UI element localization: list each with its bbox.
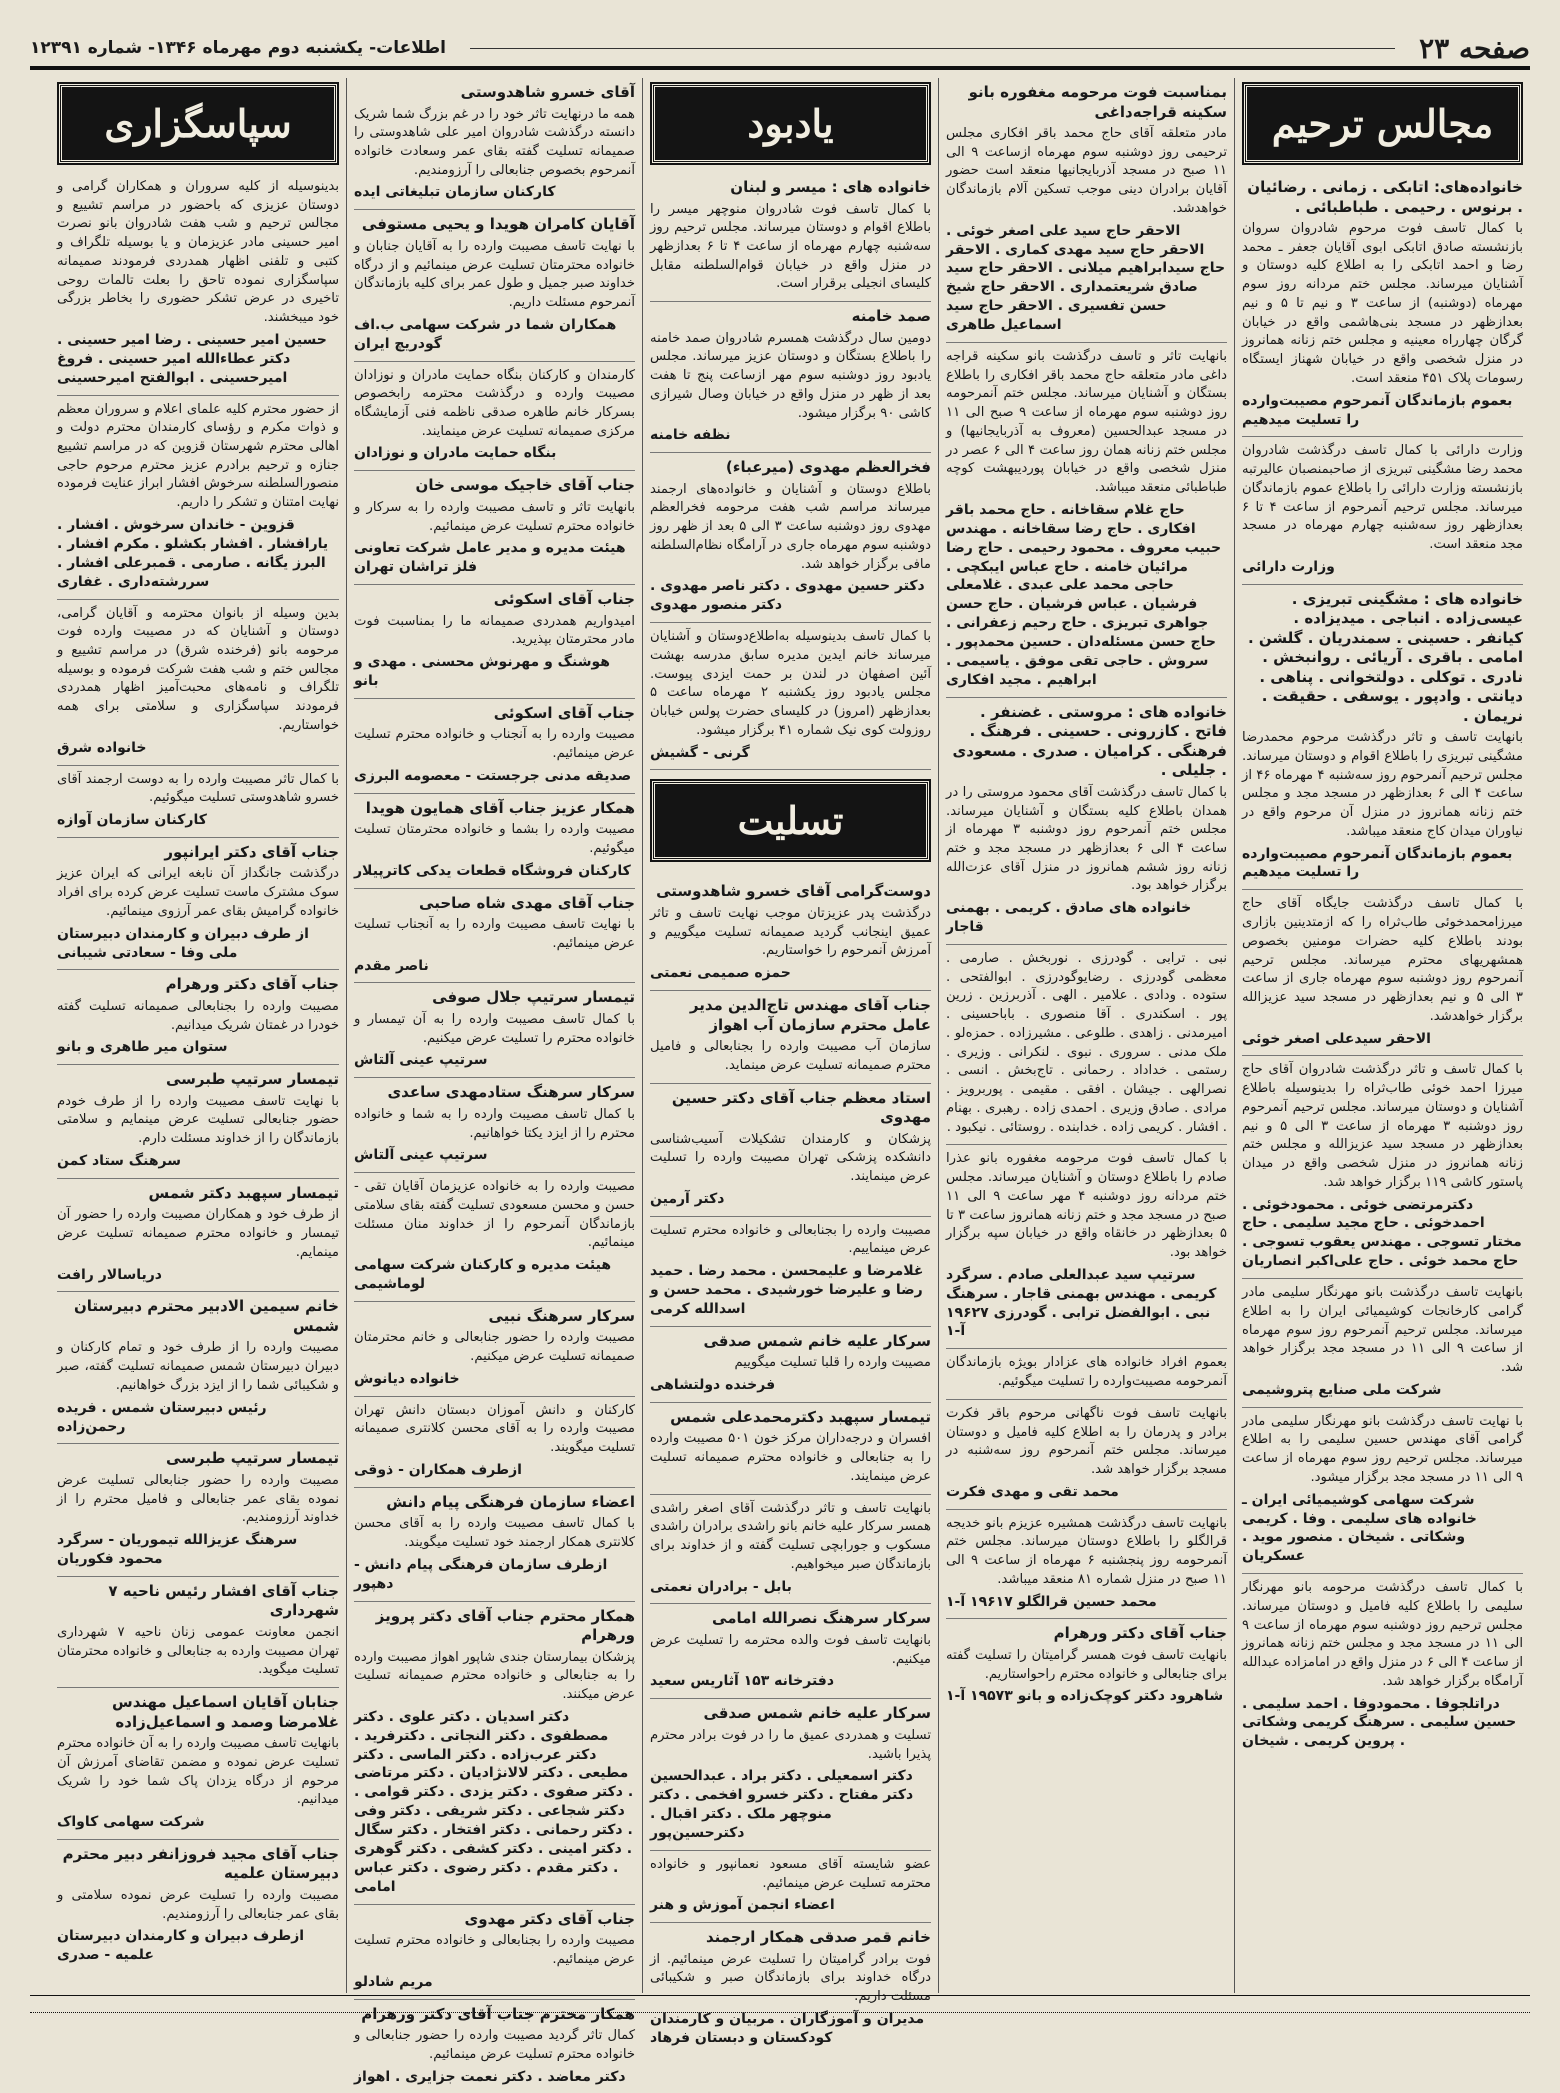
notice-body: مصیبت وارده را از طرف خود و تمام کارکنان و دبیران دبیرستان شمس صمیمانه تسلیت گفته، صبر و شکیبائی شما را از ایزد بزرگ خواهانیم. bbox=[57, 1340, 339, 1393]
notice-heading: سرکار سرهنگ ستادمهدی ساعدی bbox=[387, 1083, 635, 1102]
notice-body: مادر متعلقه آقای حاج محمد باقر افکاری مجلس ترحیمی روز دوشنبه سوم مهرماه ازساعت ۹ الی ۱۱ صبح در مسجد آذربایجانیها منعقد است حضور آقایان برادران دینی موجب تسکین آلام بازماندگان خواهدشد. bbox=[946, 126, 1227, 216]
notice bbox=[946, 698, 1227, 945]
notice-heading: خانم قمر صدقی همکار ارجمند bbox=[706, 1928, 931, 1947]
notice-signature: ازطرف همکاران - ذوقی bbox=[354, 1461, 522, 1478]
notice-body: از طرف خود و همکاران مصیبت وارده را حضور آن تیمسار و خانواده محترم صمیمانه تسلیت عرض مینمایم. bbox=[57, 1207, 339, 1260]
notice-body: با کمال تاسف درگذشت آقای محمود مروستی را در همدان باطلاع کلیه بستگان و آشنایان میرساند. مجلس ختم آنمرحوم روز دوشنبه ۳ مهرماه از ساعت ۴ الی ۶ بعدازظهر در مسجد مجد و ختم زنانه روز ششم همانروز در منزل آقای عزت‌الله برگزار خواهد بود. bbox=[946, 784, 1227, 894]
notice bbox=[946, 343, 1227, 698]
notice-heading: جناب آقای مهندس تاج‌الدین مدیر عامل محترم سازمان آب اهواز bbox=[689, 996, 931, 1034]
section-title: سپاسگزاری bbox=[59, 84, 337, 163]
notice-body: مصیبت وارده را بشما و خانواده محترمتان تسلیت میگوئیم. bbox=[354, 822, 635, 856]
notice-signature: سرتیپ عینی آلتاش bbox=[354, 1147, 488, 1164]
notice bbox=[1242, 437, 1523, 584]
notice-body: مصیبت وارده را حضور جنابعالی و خانم محترمتان صمیمانه تسلیت عرض میکنیم. bbox=[354, 1330, 635, 1365]
notice bbox=[650, 991, 931, 1083]
notice-body: بعموم افراد خانواده های عزادار بویژه بازماندگان آنمرحومه مصیبت‌وارده را تسلیت میگوئیم. bbox=[946, 1355, 1227, 1390]
notice-body: بدینوسیله از کلیه سروران و همکاران گرامی و دوستان عزیزی که باحضور در مراسم تشییع و مجالس ترحیم و شب هفت شادروان بانو نصرت امیر حسینی مادر عزیزمان و یا بوسیله تلگراف و کتبی و تلفنی اظهار همدردی فرمودند صمیمانه سپاسگزاری نموده تاحق را بعلت تالمات روحی تاخیری در عرض تشکر حضوری را بخاطر بزرگی خود میبخشند. bbox=[57, 179, 339, 326]
notice bbox=[354, 1173, 635, 1302]
notice bbox=[650, 770, 931, 877]
notice-heading: سرکار علیه خانم شمس صدقی bbox=[703, 1331, 931, 1350]
notice-body: مصیبت وارده را بجنابعالی و خانواده محترم تسلیت عرض مینماییم. bbox=[650, 1222, 931, 1257]
notice-signature: سرهنگ ستاد کمن bbox=[57, 1152, 182, 1169]
notice-body: کارمندان و کارکنان بنگاه حمایت مادران و نوزادان مصیبت وارده و درگذشت محترمه رابخصوص بسرکار خانم طاهره صدقی ناظمه فنی آزمایشگاه مرکزی صمیمانه تسلیت عرض مینمایند. bbox=[354, 367, 635, 439]
notice-body: بانهایت تاسف مصیبت وارده را به آن خانواده محترم تسلیت عرض نموده و مضمن تقاضای آمرزش آن مرحوم از درگاه یزدان پاک شما خود را شریک میدانیم. bbox=[57, 1736, 339, 1808]
notice bbox=[650, 877, 931, 991]
notice bbox=[354, 210, 635, 361]
notice-body: کمال تاثر گردید مصیبت وارده را حضور جنابعالی و خانواده محترم تسلیت عرض مینمائیم. bbox=[354, 2028, 635, 2062]
notice-body: با کمال تاسف مصیبت وارده را به شما و خانواده محترم را از ایزد یکتا خواهانیم. bbox=[354, 1106, 635, 1141]
notice-signature: ناصر مقدم bbox=[354, 957, 429, 974]
notice bbox=[57, 766, 339, 838]
notice bbox=[1242, 890, 1523, 1056]
notice-body: امیدواریم همدردی صمیمانه ما را بمناسبت فوت مادر محترمتان بپذیرید. bbox=[354, 613, 635, 648]
notice bbox=[1242, 1056, 1523, 1279]
notice-body: افسران و درجه‌داران مرکز خون ۵۰۱ مصیبت وارده را به جنابعالی و خانواده محترم صمیمانه تسلیت عرض مینمایند. bbox=[650, 1431, 931, 1484]
notice-body: مصیبت وارده را به آنجناب و خانواده محترم تسلیت عرض مینمائیم. bbox=[354, 727, 635, 762]
notice-body: بانهایت تاسف درگذشت بانو مهرنگار سلیمی مادر گرامی کارخانجات کوشیمیائی ایران را به اطلاع میرساند. مجلس ترحیم آنمرحوم روز سوم مهرماه از ساعت ۹ الی ۱۱ در مسجد مجد برگزار خواهد شد. bbox=[1242, 1285, 1523, 1376]
notice-heading: جناب آقای اسکوئی bbox=[493, 703, 635, 722]
notice-heading: تیمسار سپهبد دکترمحمدعلی شمس bbox=[670, 1407, 931, 1426]
notice bbox=[57, 1179, 339, 1293]
notice-signature: دکتر حسین مهدوی . دکتر ناصر مهدوی . دکتر منصور مهدوی bbox=[650, 578, 925, 614]
notice-signature: همکاران شما در شرکت سهامی ب.اف گودریچ ایران bbox=[354, 316, 617, 352]
notice bbox=[650, 1604, 931, 1699]
notice bbox=[946, 1619, 1227, 1713]
notice-body: مصیبت وارده را قلبا تسلیت میگوییم bbox=[734, 1355, 931, 1371]
notice-body: مصیبت وارده را بجنابعالی و خانواده محترم تسلیت عرض مینمائیم. bbox=[354, 1933, 635, 1967]
notice-heading: اعضاء سازمان فرهنگی پیام دانش bbox=[386, 1492, 635, 1511]
notice-heading: تیمسار سرتیپ طبرسی bbox=[165, 1449, 339, 1468]
notice bbox=[354, 794, 635, 889]
notice-body: بانهایت تاسف و تاثر درگذشت مرحوم محمدرضا مشگینی تبریزی را باطلاع اقوام و دوستان میرساند. مجلس ترحیم آنمرحوم روز سه‌شنبه ۴ مهرماه ۴۶ از ساعت ۴ الی ۶ بعدازظهر در مسجد مجد و مجلس ختم زنانه همانروز در منزل آن مرحوم واقع در نیاوران میدان کاج منعقد میباشد. bbox=[1242, 730, 1524, 839]
notice-signature: شرکت ملی صنایع پتروشیمی bbox=[1242, 1381, 1442, 1398]
notice-body: مصیبت وارده را تسلیت عرض نموده سلامتی و بقای عمر جنابعالی را آرزومندیم. bbox=[57, 1887, 339, 1922]
notice bbox=[57, 1444, 339, 1576]
notice-body: سازمان آب مصیبت وارده را بجنابعالی و فامیل محترم صمیمانه تسلیت عرض مینماید. bbox=[650, 1039, 931, 1073]
notice-signature: خانواده شرق bbox=[57, 739, 147, 756]
notice-body: درگذشت پدر عزیزتان موجب نهایت تاسف و تاثر عمیق اینجانب گردید صمیمانه تسلیت میگوییم و آمرزش آنمرحوم را خواستاریم. bbox=[650, 905, 931, 959]
notice bbox=[354, 1302, 635, 1397]
notice-body: با نهایت تاسف مصیبت وارده را به آنجناب تسلیت عرض مینمائیم. bbox=[354, 917, 635, 951]
header-rule bbox=[470, 48, 1395, 49]
notice-heading: سرکار سرهنگ نبیی bbox=[488, 1306, 635, 1325]
notice-signature: محمد حسین قرالگلو ۱۹۶۱۷ آ-۱ bbox=[946, 1593, 1157, 1610]
notice-body: مصیبت وارده را حضور جنابعالی تسلیت عرض نموده بقای عمر جنابعالی و فامیل محترم را از خداوند آرزومندیم. bbox=[57, 1472, 339, 1526]
notice-body: بانهایت تاسف فوت همسر گرامیتان را تسلیت گفته برای جنابعالی و خانواده محترم راحواستاریم. bbox=[946, 1647, 1227, 1682]
column-1 bbox=[1234, 78, 1530, 1993]
notice bbox=[57, 1577, 339, 1688]
notice bbox=[1242, 1408, 1523, 1575]
notice bbox=[650, 623, 931, 770]
notice-signature: حاج غلام سقاخانه . حاج محمد باقر افکاری . حاج رضا سقاخانه . مهندس حبیب معروف . محمود رحیمی . حاج رضا مرائیان خامنه . حاج عباس ایبکچی . حاجی محمد علی عبدی . غلامعلی فرشیان . عباس فرشیان . حاج حسن جواهری تبریزی . حاج رحیم زعفرانی . حاج حسن مسئله‌دان . حسین محمدپور . سروش . حاجی تقی موفق . یاسیمی . ابراهیم . مجید افکاری bbox=[946, 501, 1222, 688]
notice-signature: الاحقر حاج سید علی اصغر خوئی . الاحقر حاج سید مهدی کماری . الاحقر حاج سیدابراهیم میلانی . الاحقر حاج سید صادق شریعتمداری . الاحقر حاج شیخ حسن تفسیری . الاحقر حاج سید اسماعیل طاهری bbox=[946, 222, 1226, 334]
column-3 bbox=[642, 78, 938, 2046]
notice-signature: محمد تقی و مهدی فکرت bbox=[946, 1483, 1119, 1500]
notice-body: بدین وسیله از بانوان محترمه و آقایان گرامی، دوستان و آشنایان که در مصیبت وارده فوت مرحومه بانو (فرخنده شرق) در مراسم تشییع و مجالس ختم و شب هفت شرکت فرموده و بوسیله تلگراف و نامه‌های محبت‌آمیز اظهار همدردی فرمودند سپاسگزاری و سلامتی برای همه خواستاریم. bbox=[57, 605, 339, 733]
notice-heading: خانواده های : میسر و لبنان bbox=[730, 178, 931, 196]
notice-signature: دکتر اسمعیلی . دکتر براد . عبدالحسین دکتر مفتاح . دکتر خسرو افخمی . دکتر منوچهر ملک . دکتر اقبال . دکترحسین‌پور bbox=[650, 1768, 914, 1841]
notice bbox=[354, 78, 635, 210]
notice-body: با کمال تاسف بدینوسیله به‌اطلاع‌دوستان و آشنایان میرساند خانم ایدین مدیره سابق مدرسه بهشت آئین اصفهان در لندن بر حمت ایزدی پیوست. مجلس یادبود روز یکشنبه ۲ مهرماه ساعت ۵ بعدازظهر (امروز) در کلیسای حضرت پولس خیابان روزولت کوی نیک شماره ۴۱ برگزار میشود. bbox=[650, 629, 932, 738]
notice-body: فوت برادر گرامیتان را تسلیت عرض مینمائیم. از درگاه خداوند برای بازماندگان صبر و شکیبائی مسئلت داریم. bbox=[650, 1951, 931, 2005]
notice-signature: نظفه خامنه bbox=[650, 427, 731, 444]
notice-signature: ازطرف دبیران و کارمندان دبیرستان علمیه - صدری bbox=[57, 1928, 305, 1964]
notice bbox=[650, 302, 931, 453]
notice-signature: دریاسالار رافت bbox=[57, 1266, 162, 1283]
notice-body: با کمال تاسف مصیبت وارده را به آقای محسن کلانتری همکار ارجمند خود تسلیت میگویند. bbox=[354, 1516, 635, 1551]
notice-body: با کمال تاسف فوت مرحومه مغفوره بانو عذرا صادم را باطلاع دوستان و آشنایان میرساند. مجلس ختم مردانه روز دوشنبه ۴ مهر ساعت ۹ الی ۱۱ صبح در مسجد مجد و ختم زنانه همانروز ساعت ۳ تا ۵ بعدازظهر در خانقاه واقع در خیابان سپه برگزار خواهد بود. bbox=[946, 1151, 1228, 1260]
column-2 bbox=[938, 78, 1234, 1993]
notice-heading: آقای خسرو شاهدوستی bbox=[460, 83, 635, 101]
notice bbox=[1242, 1279, 1523, 1408]
notice bbox=[57, 600, 339, 766]
notice-signature: دکتر آرمین bbox=[650, 1190, 725, 1207]
notice-heading: همکار محترم جناب آقای دکتر پرویز ورهرام bbox=[375, 1606, 635, 1645]
notice bbox=[354, 983, 635, 1078]
notice bbox=[57, 838, 339, 970]
notice bbox=[57, 1292, 339, 1444]
notice bbox=[650, 1495, 931, 1605]
notice-signature: سرتیپ عینی آلتاش bbox=[354, 1052, 488, 1069]
notice-signature: شرکت سهامی کاواک bbox=[57, 1814, 205, 1831]
notice-heading: خانواده های : مشگینی تبریزی . عیسی‌زاده . انباجی . میدیزاده . کیانفر . حسینی . سمندریان . گلشن . امامی . باقری . آریائی . روانبخش . نادری . توکلی . دولتخوانی . پناهی . دیانتی . وادپور . یوسفی . حقیقت . نریمان . bbox=[1248, 589, 1523, 725]
notice bbox=[354, 1905, 635, 2000]
page-footer-rule bbox=[30, 1995, 1530, 2013]
notice-heading: تیمسار سرتیپ طبرسی bbox=[165, 1070, 339, 1089]
notice-body: از حضور محترم کلیه علمای اعلام و سروران معظم و ذوات مکرم و رؤسای کارمندان محترم دولت و اهالی محترم شهرستان قزوین که در مراسم تشییع جنازه و ترحیم برادرم عزیز محترم مرحوم حاجی منصورالسلطنه سرخوش افشار ابراز عنایت فرموده نهایت امتنان و تشکر را داریم. bbox=[57, 401, 339, 511]
notice-signature: الاحقر سیدعلی اصغر خوئی bbox=[1242, 1030, 1431, 1047]
notice bbox=[1242, 585, 1523, 891]
notice-signature: گرنی - گشیش bbox=[650, 744, 750, 761]
notice-heading: جناب آقای افشار رئیس ناحیه ۷ شهرداری bbox=[108, 1581, 339, 1620]
notice-heading: همکار عزیز جناب آقای همایون هویدا bbox=[365, 798, 635, 817]
notice bbox=[354, 1397, 635, 1488]
notice-body: با نهایت تاسف مصیبت وارده را به آقایان جنابان و خانواده محترمتان تسلیت عرض مینمائیم و از درگاه خداوند صبر جمیل و طول عمر برای کلیه بازماندگان آنمرحوم مسئلت داریم. bbox=[354, 238, 635, 311]
notice-body: باطلاع دوستان و آشنایان و خانواده‌های ارجمند میرساند مراسم شب هفت مرحومه فخرالعظم مهدوی روز دوشنبه ساعت ۳ الی ۵ بعد از ظهر روز دوشنبه سوم مهرماه جاری در آرامگاه نظام‌السلطنه مافی برگزار خواهد شد. bbox=[650, 481, 931, 572]
column-5 bbox=[50, 78, 346, 1993]
notice-body: با کمال تاسف درگذشت مرحومه بانو مهرنگار سلیمی را باطلاع کلیه فامیل و دوستان میرساند. مجلس ترحیم روز دوشنبه سوم مهرماه از ساعت ۹ الی ۱۱ در مسجد مجد و مجلس ختم زنانه همانروز از ساعت ۴ الی ۶ در منزل واقع در امامزاده عبدالله آرامگاه برگزار خواهد شد. bbox=[1242, 1580, 1524, 1689]
notice-signature: کارکنان فروشگاه قطعات یدکی کاترپیلار bbox=[354, 862, 631, 879]
notice-heading: استاد معظم جناب آقای دکتر حسین مهدوی bbox=[671, 1088, 931, 1127]
notice-signature: خانواده دیانوش bbox=[354, 1370, 460, 1387]
notice-signature: شاهرود دکتر کوچک‌زاده و بانو ۱۹۵۷۳ آ-۱ bbox=[946, 1688, 1224, 1705]
notice-body: دومین سال درگذشت همسرم شادروان صمد خامنه را باطلاع بستگان و دوستان عزیز میرساند. مجلس یادبود روز دوشنبه سوم مهر ازساعت پنج تا هفت بعد از ظهر در منزل واقع در خیابان وصال شیرازی کاشی ۹۰ برگزار میشود. bbox=[650, 330, 931, 421]
notice bbox=[354, 471, 635, 585]
notice-signature: دفترخانه ۱۵۳ آثاریس سعید bbox=[650, 1673, 835, 1690]
notice-body: کارکنان و دانش آموزان دبستان دانش تهران مصیبت وارده را به آقای محسن کلانتری صمیمانه تسلیت میگویند. bbox=[354, 1402, 635, 1456]
notice bbox=[650, 1851, 931, 1923]
notice-body: درگذشت جانگداز آن نابغه ایرانی که ایران عزیز سوک مشترک ماست تسلیت عرض کرده برای افراد خانواده گرامیش بقای عمر آرزوی مینمائیم. bbox=[57, 866, 339, 919]
notice-heading: جناب آقای مجید فروزانفر دبیر محترم دبیرستان علمیه bbox=[62, 1844, 339, 1883]
notice-body: با کمال تاسف فوت مرحوم شادروان سروان بازنشسته صادق اتابکی ابوی آقایان جعفر ـ محمد رضا و احمد اتابکی را به اطلاع کلیه دوستان و آشنایان میرساند. مجلس ختم مردانه روز سوم مهرماه (دوشنبه) از ساعت ۳ و نیم تا ۵ و نیم بعدازظهر در مسجد بنی‌هاشمی واقع در خیابان گرگان چهارراه معینیه و مجلس ختم زنانه همانروز در منزل شخصی واقع در خیابان شهناز ایستگاه رسومات پلاک ۴۵۱ منعقد است. bbox=[1242, 221, 1523, 386]
columns-container bbox=[32, 78, 1530, 2085]
notice-heading: خانواده های : مروستی . غضنفر . فاتح . کازرونی . حسینی . فرهنگ . فرهنگی . کرامیان . صدری . مسعودی . جلیلی . bbox=[952, 702, 1227, 780]
notice-heading: بمناسبت فوت مرحومه مغفوره بانو سکینه قراجه‌داغی bbox=[968, 83, 1227, 121]
notice-heading: جناب آقای خاجیک موسی خان bbox=[415, 476, 635, 495]
notice-signature: حسین امیر حسینی . رضا امیر حسینی . دکتر عطاءالله امیر حسینی . فروغ امیرحسینی . ابوالفتح امیرحسینی bbox=[57, 331, 327, 386]
notice-body: مصیبت وارده را بجنابعالی صمیمانه تسلیت گفته خودرا در غمتان شریک میدانیم. bbox=[57, 998, 339, 1033]
notice bbox=[57, 1688, 339, 1840]
notice-body: پزشکان و کارمندان تشکیلات آسیب‌شناسی دانشکده پزشکی تهران مصیبت وارده را تسلیت عرض مینمایند. bbox=[650, 1131, 931, 1185]
notice-signature: مدیران و آموزگاران . مربیان و کارمندان کودکستان و دبستان فرهاد bbox=[650, 2010, 925, 2046]
notice-signature: هیئت مدیره و مدیر عامل شرکت تعاونی فلز تراشان تهران bbox=[354, 540, 626, 576]
notice bbox=[650, 1699, 931, 1851]
notice-body: تسلیت و همدردی عمیق ما را در فوت برادر محترم پذیرا باشید. bbox=[650, 1727, 931, 1762]
notice-signature: بنگاه حمایت مادران و نوزادان bbox=[354, 445, 557, 462]
notice bbox=[946, 1400, 1227, 1510]
notice-signature: حمزه صمیمی نعمتی bbox=[650, 965, 791, 982]
notice bbox=[946, 78, 1227, 343]
notice bbox=[650, 1923, 931, 2054]
notice-signature: ستوان میر طاهری و بانو bbox=[57, 1039, 228, 1056]
notice bbox=[650, 173, 931, 302]
notice-body: با کمال تاسف درگذشت جایگاه آقای حاج میرزامحمدخوئی طاب‌ثراه را که ازمتدینین بازاری بودند باطلاع کلیه حضرات مومنین بخصوص همشهریهای محترم میرساند. مجلس ترحیم آنمرحوم روز دوشنبه سوم مهرماه جاری از ساعت ۳ الی ۵ و نیم بعدازظهر در مسجد سید عزیزالله برگزار خواهدشد. bbox=[1242, 896, 1523, 1024]
notice-body: با کمال تاثر مصیبت وارده را به دوست ارجمند آقای خسرو شاهدوستی تسلیت میگوئیم. bbox=[57, 771, 339, 806]
notice bbox=[354, 1602, 635, 1905]
notice-heading: جناب آقای دکتر مهدوی bbox=[464, 1909, 635, 1928]
notice bbox=[650, 1217, 931, 1327]
notice bbox=[650, 453, 931, 623]
notice bbox=[57, 970, 339, 1065]
notice-body: بانهایت تاثر و تاسف مصیبت وارده را به سرکار و خانواده محترم تسلیت عرض مینمائیم. bbox=[354, 499, 635, 534]
notice bbox=[354, 1078, 635, 1173]
section-title: مجالس ترحیم bbox=[1244, 84, 1521, 163]
notice-signature: از طرف دبیران و کارمندان دبیرستان ملی وفا - سعادتی شیبانی bbox=[57, 925, 309, 961]
notice-heading: خانواده‌های: اتابکی . زمانی . رضائیان . برنوس . رحیمی . طباطبائی . bbox=[1247, 178, 1523, 216]
notice-body: عضو شایسته آقای مسعود نعمانپور و خانواده محترمه تسلیت عرض مینمائیم. bbox=[650, 1856, 931, 1891]
notice-signature: دکتر معاضد . دکتر نعمت جزایری . اهواز bbox=[354, 2068, 626, 2085]
notice-body: پزشکان بیمارستان جندی شاپور اهواز مصیبت وارده را به جنابعالی و خانواده محترم صمیمانه تسلیت عرض میکنند. bbox=[354, 1649, 635, 1703]
notice bbox=[57, 1840, 339, 1972]
notice bbox=[354, 362, 635, 472]
notice-heading: صمد خامنه bbox=[851, 307, 931, 326]
notice-signature: دراتلجوفا . محمودوفا . احمد سلیمی . حسین سلیمی . سرهنگ کریمی وشکاتی . پروین کریمی . شیخان bbox=[1242, 1695, 1517, 1750]
notice-signature: قزوین - خاندان سرخوش . افشار . یارافشار . افشار بکشلو . مکرم افشار . البرز یگانه . صارمی . قمبرعلی افشار . سررشته‌داری . غفاری bbox=[57, 516, 329, 590]
notice bbox=[57, 396, 339, 600]
notice-body: با نهایت تاسف مصیبت وارده را از طرف خودم حضور جنابعالی تسلیت عرض مینمایم و سلامتی بازماندگان را از خداوند مسئلت دارم. bbox=[57, 1093, 339, 1147]
notice-signature: فرخنده دولتشاهی bbox=[650, 1377, 776, 1394]
notice-body: انجمن معاونت عمومی زنان ناحیه ۷ شهرداری تهران مصیبت وارده به جنابعالی و خانواده محترمتان تسلیت میگوید. bbox=[57, 1624, 339, 1678]
notice bbox=[650, 1327, 931, 1403]
notice-heading: جنابان آقایان اسماعیل مهندس غلامرضا وصمد و اسماعیل‌زاده bbox=[112, 1693, 339, 1731]
section-title: تسلیت bbox=[652, 781, 929, 860]
notice-signature: سرتیپ سید عبدالعلی صادم . سرگرد کریمی . مهندس بهمنی قاجار . سرهنگ نبی . ابوالفضل ترابی . گودرزی ۱۹۶۲۷ آ-۱ bbox=[946, 1266, 1217, 1340]
notice-signature: کارکنان سازمان آوازه bbox=[57, 812, 207, 829]
notice-body: بانهایت تاسف و تاثر درگذشت آقای اصغر راشدی همسر سرکار علیه خانم بانو راشدی برادران راشدی مسکوب و جورابچی تسلیت گفته و از خداوند برای بازماندگان صبر میخواهیم. bbox=[650, 1500, 931, 1572]
section-title: یادبود bbox=[652, 84, 929, 163]
notice-body: همه ما درنهایت تاثر خود را در غم بزرگ شما شریک دانسته درگذشت شادروان امیر علی شاهدوستی را صمیمانه تسلیت گفته بقای عمر وسعادت خانواده آنمرحوم بخصوص جنابعالی را آرزومندیم. bbox=[354, 106, 635, 178]
notice-heading: آقایان کامران هویدا و یحیی مستوفی bbox=[361, 215, 635, 234]
notice bbox=[354, 585, 635, 699]
notice-signature: هوشنگ و مهرنوش محسنی . مهدی و بانو bbox=[354, 654, 610, 689]
notice bbox=[354, 2000, 635, 2093]
notice-signature: صدیقه مدنی جرجستت - معصومه البرزی bbox=[354, 767, 632, 784]
notice-signature: وزارت دارائی bbox=[1242, 558, 1335, 575]
notice bbox=[57, 1065, 339, 1179]
notice-signature: شرکت سهامی کوشیمیائی ایران ـ خانواده های سلیمی . وفا . کریمی وشکاتی . شیخان . منصور موید . عسکریان bbox=[1242, 1491, 1477, 1565]
notice bbox=[650, 1403, 931, 1495]
notice-heading: سرکار سرهنگ نصرالله امامی bbox=[712, 1609, 931, 1628]
page-number: صفحه ۲۳ bbox=[1419, 31, 1530, 65]
notice-body: بانهایت تاسف فوت والده محترمه را تسلیت عرض میکنیم. bbox=[650, 1632, 931, 1667]
page-header bbox=[30, 30, 1530, 70]
masthead: اطلاعات- یکشنبه دوم مهرماه ۱۳۴۶- شماره ۱۲۳۹۱ bbox=[30, 38, 446, 58]
notice-body: با کمال تاسف فوت شادروان منوچهر میسر را باطلاع اقوام و دوستان میرساند. مجلس ترحیم روز سه‌شنبه چهارم مهرماه از ساعت ۴ تا ۶ بعدازظهر در منزل واقع در خیابان قوام‌السلطنه مقابل کلیسای انجیلی برقرار است. bbox=[650, 201, 932, 292]
notice-signature: خانواده های صادق . کریمی . بهمنی قاجار bbox=[946, 900, 1192, 936]
notice bbox=[354, 1488, 635, 1602]
notice-body: مصیبت وارده را به خانواده عزیزمان آقایان تقی - حسن و محسن مسعودی تسلیت گفته بقای سلامتی بازماندگان آنمرحوم را از خداوند منان مسئلت مینمائیم. bbox=[354, 1179, 635, 1251]
notice-heading: جناب آقای دکتر ورهرام bbox=[1053, 1624, 1227, 1643]
notice-heading: تیمسار سرتیپ جلال صوفی bbox=[432, 988, 635, 1007]
notice-body: نبی . ترابی . گودرزی . نوربخش . صارمی . معظمی گودرزی . رضایوگودرزی . ابوالفتحی . ستوده . ودادی . علامیر . الهی . آذربرزین . زرین پور . اسکندری . آقا منصوری . باباحسینی . امیرمدنی . زاهدی . طلوعی . مشیرزاده . حمزه‌لو . ملک مدنی . سروری . نبوی . لنکرانی . وزیری . رستمی . خداداد . رحمانی . تاج‌بخش . انسی . نصرالهی . جیشان . افقی . مقیمی . پوربرویز . مرادی . صادق وزیری . احمدی زاده . رهبری . بهنام . افشار . کریمی زاده . خدابنده . روستائی . نیکبود . bbox=[946, 950, 1227, 1135]
notice-body: با نهایت تاسف درگذشت بانو مهرنگار سلیمی مادر گرامی آقای مهندس حسین سلیمی را به اطلاع میرساند. مجلس ترحیم روز سوم مهرماه از ساعت ۹ الی ۱۱ در مسجد مجد برگزار میشود. bbox=[1242, 1413, 1523, 1485]
notice bbox=[1242, 173, 1523, 437]
notice-heading: خانم سیمین الادبیر محترم دبیرستان شمس bbox=[73, 1297, 339, 1335]
notice bbox=[946, 1349, 1227, 1399]
notice-signature: کارکنان سازمان تبلیغاتی ایده bbox=[354, 184, 556, 201]
notice-signature: هیئت مدیره و کارکنان شرکت سهامی لوماشیمی bbox=[354, 1257, 612, 1292]
notice bbox=[57, 173, 339, 396]
notice-body: بانهایت تاسف فوت ناگهانی مرحوم باقر فکرت برادر و پدرمان را به اطلاع کلیه فامیل و دوستان میرساند. مجلس ختم آنمرحوم روز سه‌شنبه در مسجد برگزار خواهد شد. bbox=[946, 1405, 1227, 1477]
notice-signature: بابل - برادران نعمتی bbox=[650, 1578, 792, 1595]
notice-body: با کمال تاسف مصیبت وارده را به آن تیمسار و خانواده محترم را تسلیت عرض میکنیم. bbox=[354, 1011, 635, 1046]
notice-signature: اعضاء انجمن آموزش و هنر bbox=[650, 1897, 835, 1914]
notice-signature: غلامرضا و علیمحسن . محمد رضا . حمید رضا و علیرضا خورشیدی . محمد حسن و اسدالله کرمی bbox=[650, 1263, 924, 1317]
notice bbox=[1242, 1574, 1523, 1758]
notice-heading: فخرالعظم مهدوی (میرعباء) bbox=[725, 458, 931, 477]
notice-signature: مریم شادلو bbox=[354, 1973, 433, 1990]
notice bbox=[946, 1510, 1227, 1620]
notice bbox=[650, 1084, 931, 1217]
notice-signature: بعموم بازماندگان آنمرحوم مصیبت‌وارده را تسلیت میدهیم bbox=[1242, 392, 1513, 428]
notice-signature: دکتر اسدیان . دکتر علوی . دکتر مصطفوی . دکتر النجاتی . دکترفرید . دکتر عرب‌زاده . دکتر الماسی . دکتر مطیعی . دکتر لالانژادیان . دکتر مرتاضی . دکتر صفوی . دکتر یزدی . دکتر قوامی . دکتر شجاعی . دکتر شریفی . دکتر وفی . دکتر رحمانی . دکتر افتخار . دکتر سگال . دکتر امینی . دکتر کشفی . دکتر گوهری . دکتر مقدم . دکتر رضوی . دکتر عباس امامی bbox=[354, 1708, 634, 1895]
notice bbox=[946, 945, 1227, 1145]
notice-heading: جناب آقای دکتر ورهرام bbox=[165, 975, 339, 994]
notice-signature: بعموم بازماندگان آنمرحوم مصیبت‌وارده را تسلیت میدهیم bbox=[1242, 845, 1513, 881]
column-4 bbox=[346, 78, 642, 2085]
notice-signature: ازطرف سازمان فرهنگی پیام دانش - دهپور bbox=[354, 1556, 608, 1592]
notice-signature: سرهنگ عزیزالله تیموریان - سرگرد محمود فکوریان bbox=[57, 1532, 298, 1568]
notice-body: بانهایت تاسف درگذشت همشیره عزیزم بانو خدیجه قرالگلو را باطلاع دوستان میرساند. مجلس ختم آنمرحومه روز پنجشنبه ۶ مهرماه از ساعت ۹ الی ۱۱ صبح در منزل شماره ۸۱ منعقد میباشد. bbox=[946, 1515, 1227, 1587]
notice bbox=[946, 1145, 1227, 1349]
notice-body: وزارت دارائی با کمال تاسف درگذشت شادروان محمد رضا مشگینی تبریزی از صاحبمنصبان عالیرتبه بازنشسته وزارت دارائی را باطلاع عموم بازماندگان میرساند. مجلس ترحیم آنمرحوم از ساعت ۴ تا ۶ بعدازظهر روز سه‌شنبه چهارم مهرماه در مسجد مجد منعقد است. bbox=[1242, 443, 1523, 553]
notice-body: با کمال تاسف و تاثر درگذشت شادروان آقای حاج میرزا احمد خوئی طاب‌ثراه را بدینوسیله باطلاع آشنایان و دوستان میرساند. مجلس ترحیم آنمرحوم روز دوشنبه ۳ مهرماه از ساعت ۳ الی ۵ و نیم بعدازظهر در مسجد سید عزیزالله و مجلس ختم زنانه همانروز در منزل شخصی واقع در میدان پاستور کاشی ۱۱۹ برگزار خواهد شد. bbox=[1242, 1062, 1523, 1190]
notice bbox=[354, 889, 635, 984]
notice-heading: سرکار علیه خانم شمس صدقی bbox=[703, 1704, 931, 1723]
notice-heading: جناب آقای اسکوئی bbox=[493, 590, 635, 609]
notice bbox=[354, 699, 635, 794]
notice-heading: دوست‌گرامی آقای خسرو شاهدوستی bbox=[656, 882, 931, 901]
notice-heading: همکار محترم جناب آقای دکتر ورهرام bbox=[361, 2004, 635, 2023]
notice-body: بانهایت تاثر و تاسف درگذشت بانو سکینه قراجه داغی مادر متعلقه حاج محمد باقر افکاری را باطلاع بستگان و آشنایان میرساند. مجلس ختم آنمرحومه روز دوشنبه سوم مهرماه از ساعت ۹ صبح الی ۱۱ در مسجد عبدالحسین (معروف به آذربایجانیها) و مجلس ختم زنانه همان روز ساعت ۴ الی ۶ عصر در منزل شخصی واقع در خیابان پوردیبهشت کوچه طباطبائی منعقد میباشد. bbox=[946, 349, 1227, 496]
notice-signature: رئیس دبیرستان شمس . فریده رحمن‌زاده bbox=[57, 1399, 267, 1435]
notice-signature: دکترمرتضی خوئی . محمودخوئی . احمدخوئی . حاج مجید سلیمی . حاج مختار تسوجی . مهندس یعقوب تسوجی . حاج محمد خوئی . حاج علی‌اکبر انصاریان bbox=[1242, 1196, 1522, 1270]
notice-heading: تیمسار سپهبد دکتر شمس bbox=[148, 1183, 339, 1202]
notice-heading: جناب آقای مهدی شاه صاحبی bbox=[419, 893, 635, 912]
notice-heading: جناب آقای دکتر ایرانپور bbox=[164, 842, 339, 861]
